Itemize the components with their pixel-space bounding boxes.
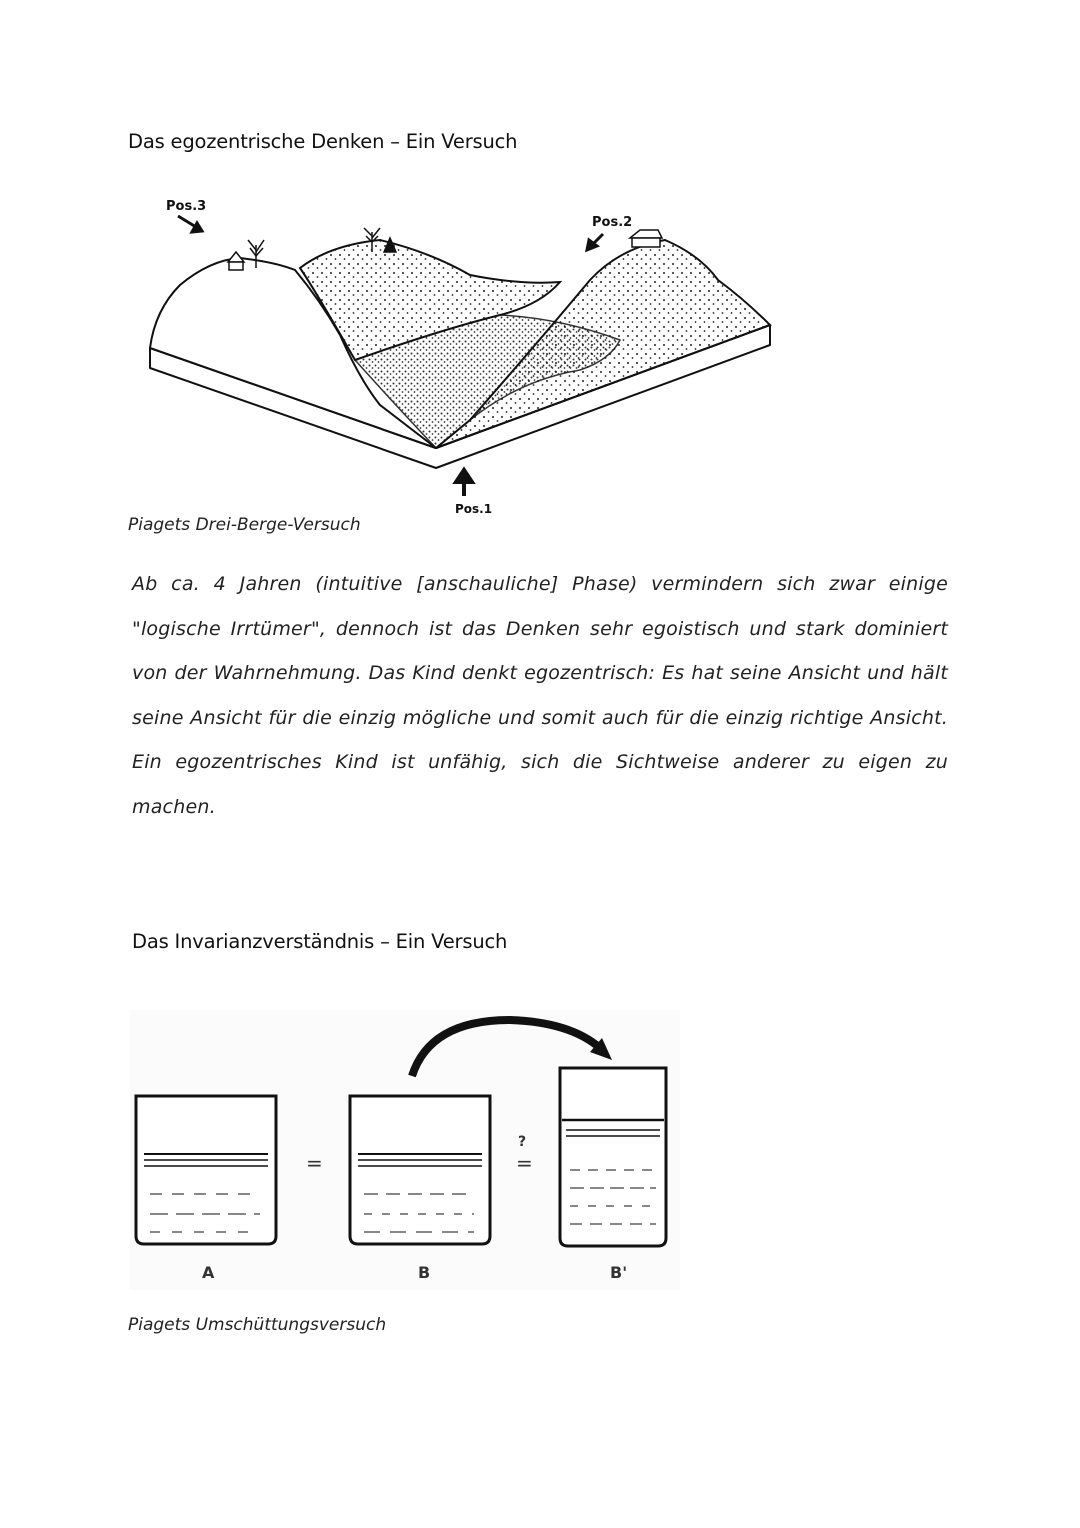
- liquid-conservation-illustration: [130, 1010, 680, 1290]
- equals-sign: =: [306, 1151, 323, 1175]
- pos3-arrow: [178, 216, 202, 232]
- figure1-caption: Piagets Drei-Berge-Versuch: [128, 515, 361, 535]
- glass-b-label: B: [418, 1263, 431, 1282]
- glass-b: [350, 1096, 490, 1244]
- section2-heading: Das Invarianzverständnis – Ein Versuch: [132, 930, 508, 953]
- glass-a: [136, 1096, 276, 1244]
- pos3-label: Pos.3: [166, 199, 207, 214]
- hut-icon: [630, 230, 662, 247]
- pos1-arrow: [456, 470, 472, 496]
- glass-b-prime-label: B': [610, 1263, 628, 1282]
- question-mark: ?: [518, 1134, 527, 1150]
- figure2-caption: Piagets Umschüttungsversuch: [128, 1315, 387, 1335]
- glass-a-label: A: [202, 1263, 215, 1282]
- three-mountains-illustration: [140, 190, 780, 520]
- body-paragraph: Ab ca. 4 Jahren (intuitive [anschauliche] Phase) vermindern sich zwar einige "logische Irrtümer", dennoch ist das Denken sehr egoistisch und stark dominiert von der Wahrnehmung. Das Kind denkt egozentrisch: Es hat seine Ansicht und hält seine Ansicht für die einzig mögliche und somit auch für die einzig richtige Ansicht. Ein egozentrisches Kind ist unfähig, sich die Sichtweise anderer zu eigen zu machen.: [132, 573, 948, 818]
- house-icon: [228, 252, 244, 270]
- pos2-arrow: [587, 234, 603, 250]
- equals-sign-2: =: [516, 1151, 533, 1175]
- pos2-label: Pos.2: [592, 215, 633, 230]
- section1-heading: Das egozentrische Denken – Ein Versuch: [128, 130, 518, 153]
- pos1-label: Pos.1: [455, 502, 493, 516]
- glass-b-prime: [560, 1068, 666, 1246]
